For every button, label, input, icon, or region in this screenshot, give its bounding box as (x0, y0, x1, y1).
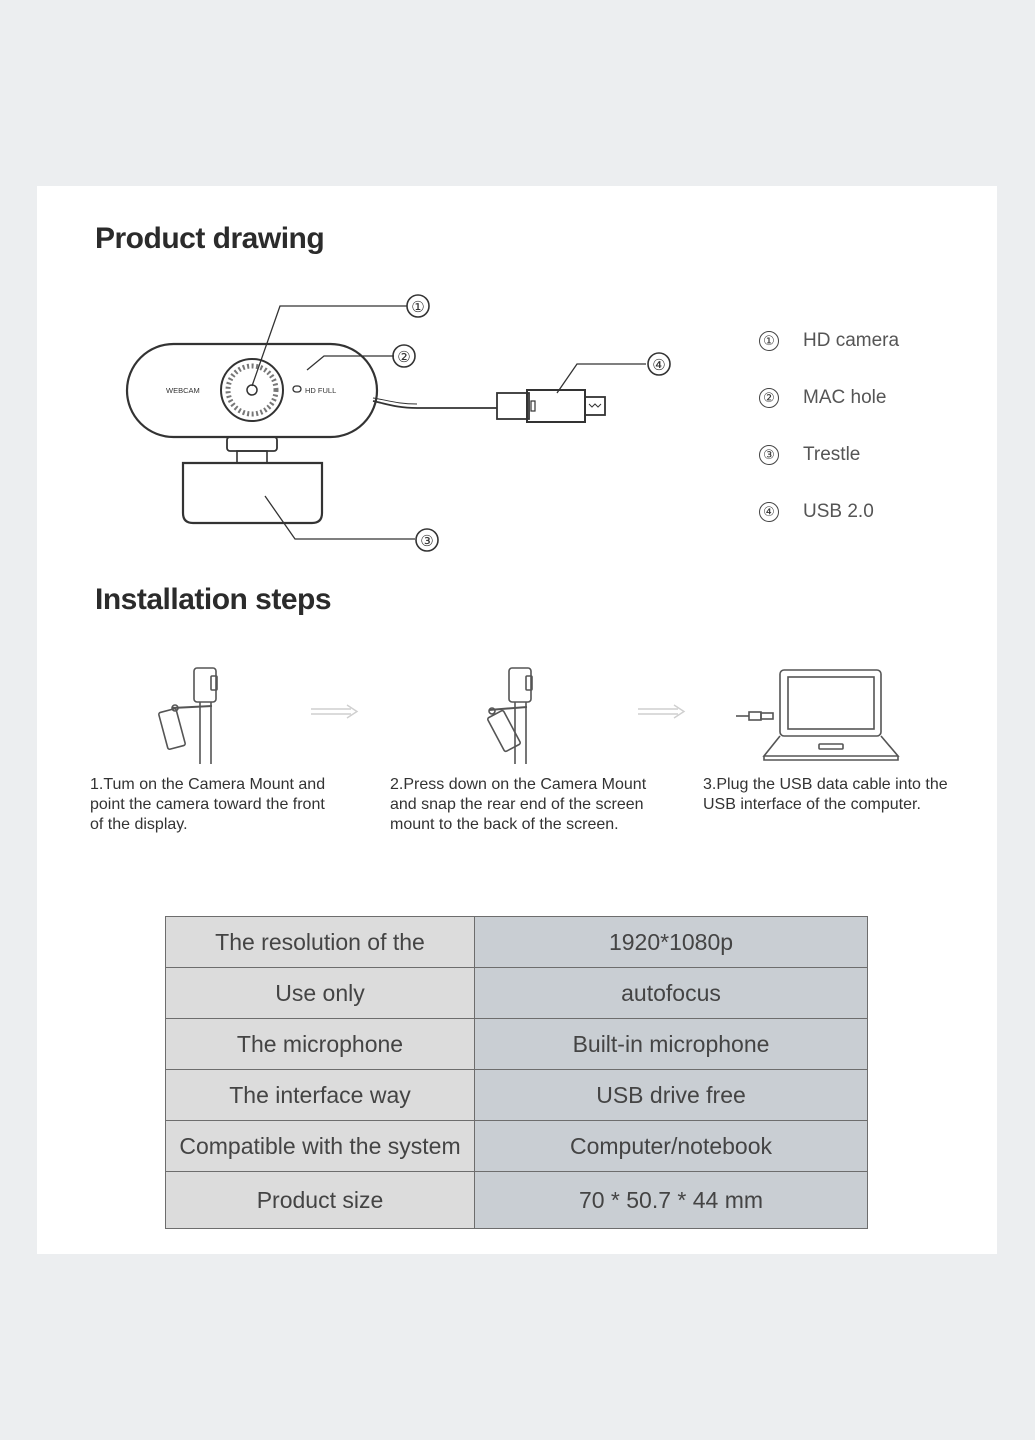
spec-label: Product size (166, 1172, 475, 1229)
installation-steps-title: Installation steps (95, 583, 332, 616)
trestle (183, 463, 322, 523)
product-drawing-title: Product drawing (95, 222, 325, 255)
laptop-icon (764, 670, 898, 760)
usb-plug (527, 390, 585, 422)
legend-label: USB 2.0 (803, 501, 874, 522)
spec-value: autofocus (475, 968, 868, 1019)
spec-label: The interface way (166, 1070, 475, 1121)
webcam-body (127, 344, 377, 437)
spec-label: The resolution of the (166, 917, 475, 968)
legend-item (757, 497, 899, 527)
legend-label: MAC hole (803, 387, 887, 408)
arrow-icon-1 (311, 705, 357, 718)
step-3-text: 3.Plug the USB data cable into the USB interface of the computer. (703, 776, 948, 813)
legend-number: ② (759, 388, 779, 408)
webcam-neck (227, 437, 277, 451)
step-2-text: 2.Press down on the Camera Mount and snap the rear end of the screen mount to the back of the screen. (390, 776, 647, 833)
spec-label: The microphone (166, 1019, 475, 1070)
usb-plug-icon (736, 712, 773, 720)
spec-value: 1920*1080p (475, 917, 868, 968)
table-row (166, 917, 868, 968)
webcam-label-left: WEBCAM (166, 386, 200, 395)
arrow-icon-2 (638, 705, 684, 718)
step-1-text: 1.Tum on the Camera Mount and point the camera toward the front of the display. (90, 776, 326, 833)
legend-number: ③ (759, 445, 779, 465)
installation-illustrations (37, 656, 997, 766)
callout-2: ② (397, 349, 411, 366)
spec-value: 70 * 50.7 * 44 mm (475, 1172, 868, 1229)
spec-value: USB drive free (475, 1070, 868, 1121)
spec-label: Compatible with the system (166, 1121, 475, 1172)
legend-item (757, 383, 899, 413)
table-row (166, 968, 868, 1019)
table-row (166, 1172, 868, 1229)
usb-cable (373, 401, 497, 408)
table-row (166, 1019, 868, 1070)
table-row (166, 1070, 868, 1121)
spec-label: Use only (166, 968, 475, 1019)
legend-number: ④ (759, 502, 779, 522)
spec-value: Built-in microphone (475, 1019, 868, 1070)
parts-legend (757, 326, 899, 527)
product-sheet (37, 186, 997, 1254)
legend-item (757, 440, 899, 470)
step-2-illustration (487, 668, 532, 764)
legend-item (757, 326, 899, 356)
legend-label: HD camera (803, 330, 900, 351)
spec-value: Computer/notebook (475, 1121, 868, 1172)
legend-number: ① (759, 331, 779, 351)
callout-4: ④ (652, 357, 666, 374)
table-row (166, 1121, 868, 1172)
step-1-illustration (158, 668, 217, 764)
callout-1: ① (411, 299, 425, 316)
webcam-label-right: HD FULL (305, 386, 337, 395)
specifications-table (165, 916, 868, 1229)
callout-3: ③ (420, 533, 434, 550)
legend-label: Trestle (803, 444, 861, 465)
